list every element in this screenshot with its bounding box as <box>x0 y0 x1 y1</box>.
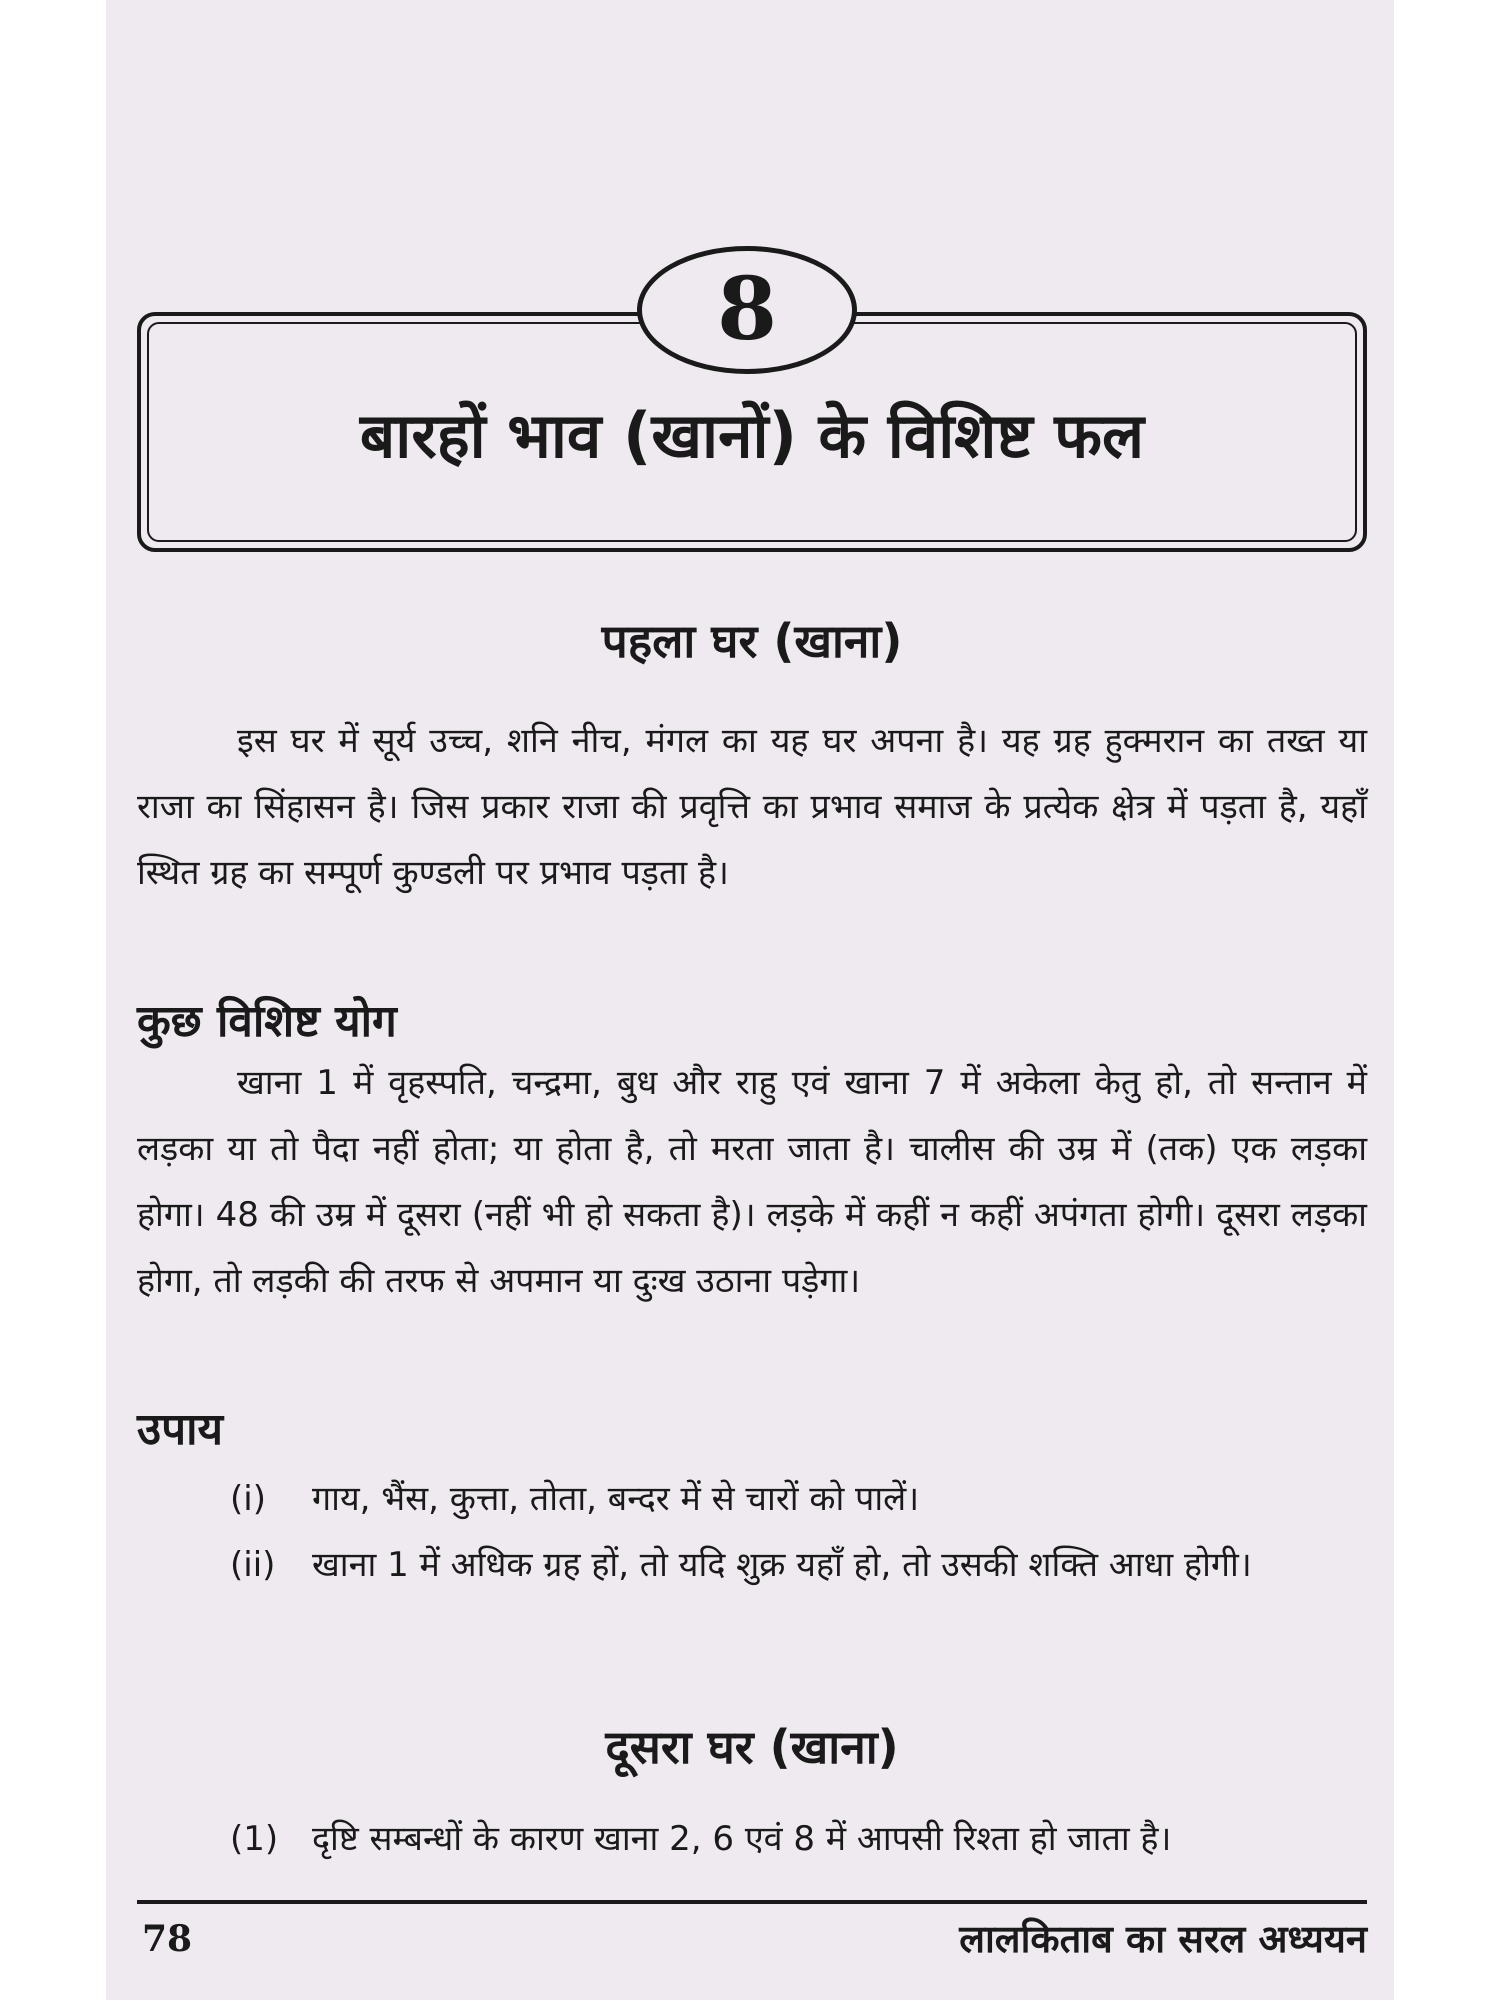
first-house-heading: पहला घर (खाना) <box>601 614 903 668</box>
chapter-title: बारहों भाव (खानों) के विशिष्ट फल <box>359 399 1145 472</box>
remedy-text: खाना 1 में अधिक ग्रह हों, तो यदि शुक्र यहाँ हो, तो उसकी शक्ति आधा होगी। <box>312 1545 1252 1585</box>
footer-rule <box>137 1900 1367 1904</box>
first-house-intro: इस घर में सूर्य उच्च, शनि नीच, मंगल का यह घर अपना है। यह ग्रह हुक्मरान का तख्त या राजा का सिंहासन है। जिस प्रकार राजा की प्रवृत्ति का प्रभाव समाज के प्रत्येक क्षेत्र में पड़ता है, यहाँ स्थित ग्रह का सम्पूर्ण कुण्डली पर प्रभाव पड़ता है। <box>137 721 1367 893</box>
yoga-heading: कुछ विशिष्ट योग <box>137 996 397 1047</box>
remedy-number: (i) <box>230 1479 266 1519</box>
second-house-heading: दूसरा घर (खाना) <box>605 1720 899 1774</box>
book-title: लालकिताब का सरल अध्ययन <box>959 1917 1367 1961</box>
remedy-text: गाय, भैंस, कुत्ता, तोता, बन्दर में से चारों को पालें। <box>312 1479 920 1519</box>
remedy-heading: उपाय <box>137 1404 224 1455</box>
yoga-text: खाना 1 में वृहस्पति, चन्द्रमा, बुध और राहु एवं खाना 7 में अकेला केतु हो, तो सन्तान में लड़का या तो पैदा नहीं होता; या होता है, तो मरता जाता है। चालीस की उम्र में (तक) एक लड़का होगा। 48 की उम्र में दूसरा (नहीं भी हो सकता है)। लड़के में कहीं न कहीं अपंगता होगी। दूसरा लड़का होगा, तो लड़की की तरफ से अपमान या दुःख उठाना पड़ेगा। <box>137 1063 1367 1301</box>
remedy-number: (ii) <box>230 1545 276 1585</box>
point-text: दृष्टि सम्बन्धों के कारण खाना 2, 6 एवं 8 में आपसी रिश्ता हो जाता है। <box>312 1819 1172 1859</box>
page-number: 78 <box>142 1918 193 1960</box>
point-number: (1) <box>230 1819 279 1859</box>
chapter-number: 8 <box>637 246 857 374</box>
